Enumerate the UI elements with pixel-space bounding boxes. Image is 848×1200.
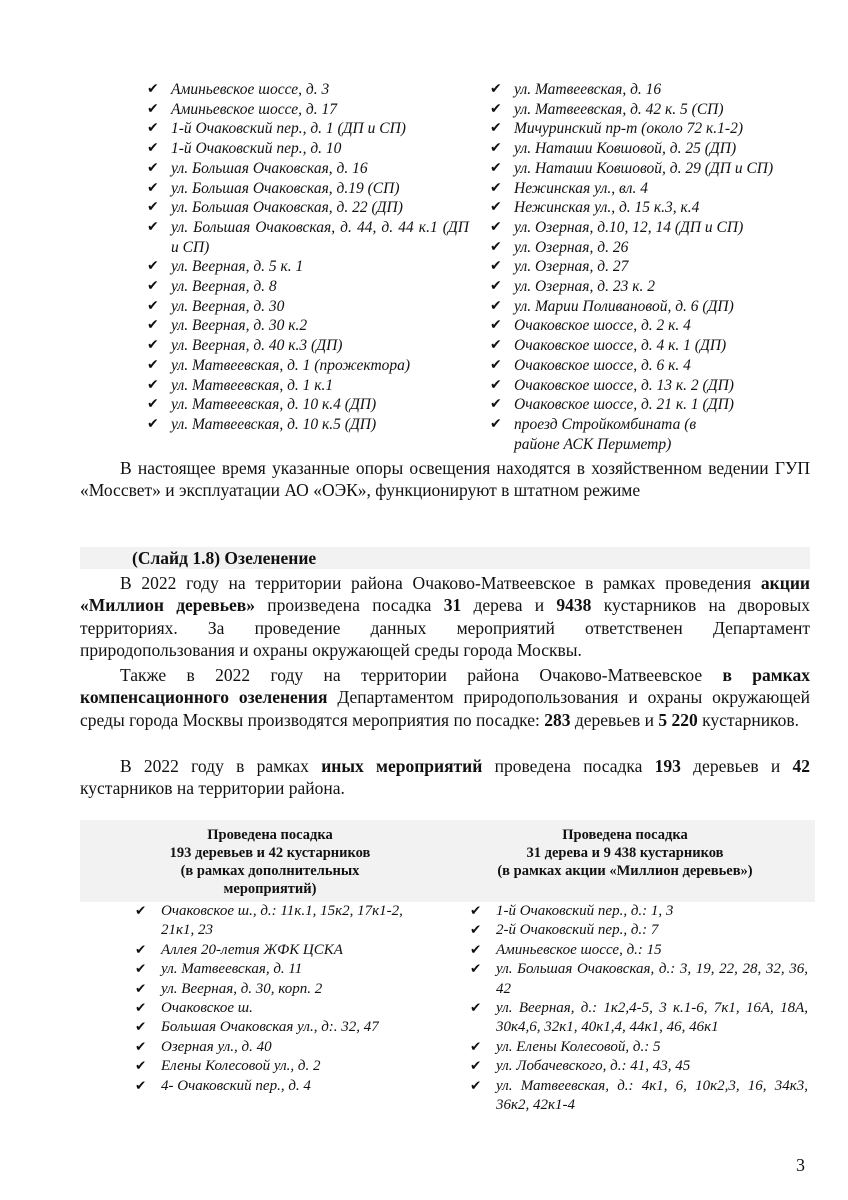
checkmark-icon: ✔ — [147, 317, 159, 334]
checkmark-icon: ✔ — [135, 941, 147, 958]
paragraph-compensation: Также в 2022 году на территории района Очаково-Матвеевское в рамках компенсационного озеленения Департаментом природопользования и охраны окружающей среды города Москвы производятся мероприятия по посадке: 283 деревьев и 5 220 кустарников. — [80, 665, 810, 730]
checkmark-icon: ✔ — [470, 1038, 482, 1055]
list-item: ✔ ул. Озерная, д. 27 — [490, 258, 629, 276]
list-item: ✔ Озерная ул., д. 40 — [135, 1038, 435, 1057]
table-left-column — [135, 902, 435, 1096]
checkmark-icon: ✔ — [147, 258, 159, 275]
list-item: ✔ Аминьевское шоссе, д. 17 — [147, 100, 338, 118]
list-item: ✔ 4- Очаковский пер., д. 4 — [135, 1077, 435, 1096]
list-item: ✔ ул. Веерная, д. 8 — [147, 278, 277, 296]
checkmark-icon: ✔ — [470, 1077, 482, 1094]
list-item: ✔ ул. Большая Очаковская, д. 44, д. 44 к.1 (ДП и СП) — [147, 218, 469, 256]
checkmark-icon: ✔ — [147, 218, 159, 235]
checkmark-icon: ✔ — [135, 961, 147, 978]
checkmark-icon: ✔ — [147, 415, 159, 432]
list-item: ✔ Аллея 20-летия ЖФК ЦСКА — [135, 941, 435, 960]
checkmark-icon: ✔ — [147, 396, 159, 413]
list-item: ✔ ул. Матвеевская, д. 1 к.1 — [147, 376, 334, 394]
list-item: ✔ ул. Матвеевская, д. 10 к.4 (ДП) — [147, 396, 377, 414]
checkmark-icon: ✔ — [490, 179, 502, 196]
list-item: ✔ ул. Веерная, д.: 1к2,4-5, 3 к.1-6, 7к1, 16А, 18А, 30к4,6, 32к1, 40к1,4, 44к1, 46, 46к1 — [470, 1000, 808, 1036]
list-item: ✔ ул. Веерная, д. 40 к.3 (ДП) — [147, 337, 343, 355]
checkmark-icon: ✔ — [135, 1000, 147, 1017]
checkmark-icon: ✔ — [490, 238, 502, 255]
list-item: ✔ ул. Большая Очаковская, д. 16 — [147, 159, 368, 177]
checkmark-icon: ✔ — [147, 159, 159, 176]
checkmark-icon: ✔ — [490, 140, 502, 157]
checkmark-icon: ✔ — [490, 159, 502, 176]
table-header — [80, 820, 815, 902]
list-item: ✔ Нежинская ул., вл. 4 — [490, 179, 648, 197]
list-item: ✔ Мичуринский пр-т (около 72 к.1-2) — [490, 120, 743, 138]
checkmark-icon: ✔ — [490, 278, 502, 295]
checkmark-icon: ✔ — [470, 1000, 482, 1017]
list-item: ✔ 1-й Очаковский пер., д.: 1, 3 — [470, 902, 808, 921]
list-item: ✔ Аминьевское шоссе, д.: 15 — [470, 941, 808, 960]
list-item: ✔ ул. Лобачевского, д.: 41, 43, 45 — [470, 1057, 808, 1076]
list-item: ✔ ул. Марии Поливановой, д. 6 (ДП) — [490, 297, 734, 315]
list-item: ✔ ул. Матвеевская, д. 16 — [490, 81, 662, 98]
checkmark-icon: ✔ — [490, 120, 502, 137]
page-number: 3 — [796, 1155, 805, 1175]
top-list-left — [147, 80, 469, 435]
list-item: ✔ Очаковское ш., д.: 11к.1, 15к2, 17к1-2, 21к1, 23 — [135, 903, 403, 939]
top-list-right — [490, 80, 815, 454]
checkmark-icon: ✔ — [147, 278, 159, 295]
checkmark-icon: ✔ — [490, 317, 502, 334]
checkmark-icon: ✔ — [147, 376, 159, 393]
list-item: ✔ Очаковское ш. — [135, 999, 435, 1018]
checkmark-icon: ✔ — [490, 376, 502, 393]
list-item: ✔ ул. Матвеевская, д. 10 к.5 (ДП) — [147, 415, 377, 433]
checkmark-icon: ✔ — [147, 356, 159, 373]
checkmark-icon: ✔ — [147, 179, 159, 196]
list-item: ✔ ул. Озерная, д. 26 — [490, 238, 629, 256]
checkmark-icon: ✔ — [135, 1077, 147, 1094]
checkmark-icon: ✔ — [135, 980, 147, 997]
list-item: ✔ ул. Большая Очаковская, д.: 3, 19, 22, 28, 32, 36, 42 — [470, 961, 808, 997]
list-item: ✔ ул. Озерная, д. 23 к. 2 — [490, 278, 655, 296]
table-header-left: Проведена посадка 193 деревьев и 42 кустарников (в рамках дополнительных мероприятий) — [169, 827, 371, 897]
paragraph-million-trees: В 2022 году на территории района Очаково-Матвеевское в рамках проведения акции «Миллион деревьев» произведена посадка 31 дерева и 9438 кустарников на дворовых территориях. За проведение данных мероприятий ответственен Департамент природопользования и охраны окружающей среды города Москвы. — [80, 573, 810, 661]
checkmark-icon: ✔ — [470, 961, 482, 978]
list-item: ✔ 1-й Очаковский пер., д. 1 (ДП и СП) — [147, 120, 406, 138]
table-right-column — [470, 902, 808, 1115]
checkmark-icon: ✔ — [470, 922, 482, 939]
list-item: ✔ 1-й Очаковский пер., д. 10 — [147, 140, 342, 158]
list-item: ✔ ул. Веерная, д. 30 к.2 — [147, 317, 308, 335]
list-item: ✔ ул. Веерная, д. 30 — [147, 297, 285, 315]
list-item: ✔ ул. Наташи Ковшовой, д. 25 (ДП) — [490, 140, 737, 158]
paragraph-other-activities: В 2022 году в рамках иных мероприятий проведена посадка 193 деревьев и 42 кустарников на территории района. — [80, 756, 810, 799]
list-item: ✔ Очаковское шоссе, д. 2 к. 4 — [490, 317, 691, 335]
list-item: ✔ ул. Матвеевская, д.: 4к1, 6, 10к2,3, 16, 34к3, 36к2, 42к1-4 — [470, 1077, 808, 1114]
checkmark-icon: ✔ — [147, 199, 159, 216]
paragraph-lighting: В настоящее время указанные опоры освещения находятся в хозяйственном ведении ГУП «Моссвет» и эксплуатации АО «ОЭК», функционируют в штатном режиме — [80, 458, 810, 501]
list-item: ✔ ул. Большая Очаковская, д. 22 (ДП) — [147, 199, 403, 217]
checkmark-icon: ✔ — [490, 415, 502, 432]
list-item: ✔ ул. Веерная, д. 5 к. 1 — [147, 258, 304, 276]
list-item: ✔ Очаковское шоссе, д. 6 к. 4 — [490, 356, 691, 374]
list-item: ✔ Аминьевское шоссе, д. 3 — [147, 81, 330, 98]
list-item: ✔ ул. Озерная, д.10, 12, 14 (ДП и СП) — [490, 218, 744, 236]
checkmark-icon: ✔ — [135, 1038, 147, 1055]
list-item: ✔ ул. Веерная, д. 30, корп. 2 — [135, 980, 435, 999]
checkmark-icon: ✔ — [470, 1058, 482, 1075]
list-item: ✔ ул. Большая Очаковская, д.19 (СП) — [147, 179, 400, 197]
list-item: ✔ Очаковское шоссе, д. 13 к. 2 (ДП) — [490, 376, 734, 394]
checkmark-icon: ✔ — [147, 100, 159, 117]
list-item: ✔ ул. Матвеевская, д. 11 — [135, 960, 435, 979]
checkmark-icon: ✔ — [470, 903, 482, 919]
list-item: ✔ проезд Стройкомбината (в районе АСК Периметр) — [490, 415, 697, 453]
checkmark-icon: ✔ — [490, 337, 502, 354]
checkmark-icon: ✔ — [147, 337, 159, 354]
list-item: ✔ ул. Наташи Ковшовой, д. 29 (ДП и СП) — [490, 159, 774, 177]
checkmark-icon: ✔ — [147, 120, 159, 137]
list-item: ✔ Большая Очаковская ул., д:. 32, 47 — [135, 1018, 435, 1037]
list-item: ✔ ул. Елены Колесовой, д.: 5 — [470, 1038, 808, 1057]
checkmark-icon: ✔ — [147, 81, 159, 97]
checkmark-icon: ✔ — [490, 258, 502, 275]
checkmark-icon: ✔ — [147, 297, 159, 314]
checkmark-icon: ✔ — [490, 100, 502, 117]
list-item: ✔ ул. Матвеевская, д. 1 (прожектора) — [147, 356, 411, 374]
checkmark-icon: ✔ — [490, 81, 502, 97]
table-header-right: Проведена посадка 31 дерева и 9 438 кустарников (в рамках акции «Миллион деревьев») — [497, 827, 753, 879]
checkmark-icon: ✔ — [490, 199, 502, 216]
checkmark-icon: ✔ — [470, 941, 482, 958]
checkmark-icon: ✔ — [490, 396, 502, 413]
list-item: ✔ 2-й Очаковский пер., д.: 7 — [470, 921, 808, 940]
list-item: ✔ Елены Колесовой ул., д. 2 — [135, 1057, 435, 1076]
checkmark-icon: ✔ — [490, 356, 502, 373]
checkmark-icon: ✔ — [135, 903, 147, 919]
list-item: ✔ Очаковское шоссе, д. 4 к. 1 (ДП) — [490, 337, 727, 355]
checkmark-icon: ✔ — [490, 218, 502, 235]
checkmark-icon: ✔ — [490, 297, 502, 314]
list-item: ✔ Очаковское шоссе, д. 21 к. 1 (ДП) — [490, 396, 734, 414]
list-item: ✔ Нежинская ул., д. 15 к.3, к.4 — [490, 199, 700, 217]
list-item: ✔ ул. Матвеевская, д. 42 к. 5 (СП) — [490, 100, 724, 118]
section-heading: (Слайд 1.8) Озеленение — [80, 547, 810, 569]
checkmark-icon: ✔ — [135, 1058, 147, 1075]
checkmark-icon: ✔ — [135, 1019, 147, 1036]
checkmark-icon: ✔ — [147, 140, 159, 157]
